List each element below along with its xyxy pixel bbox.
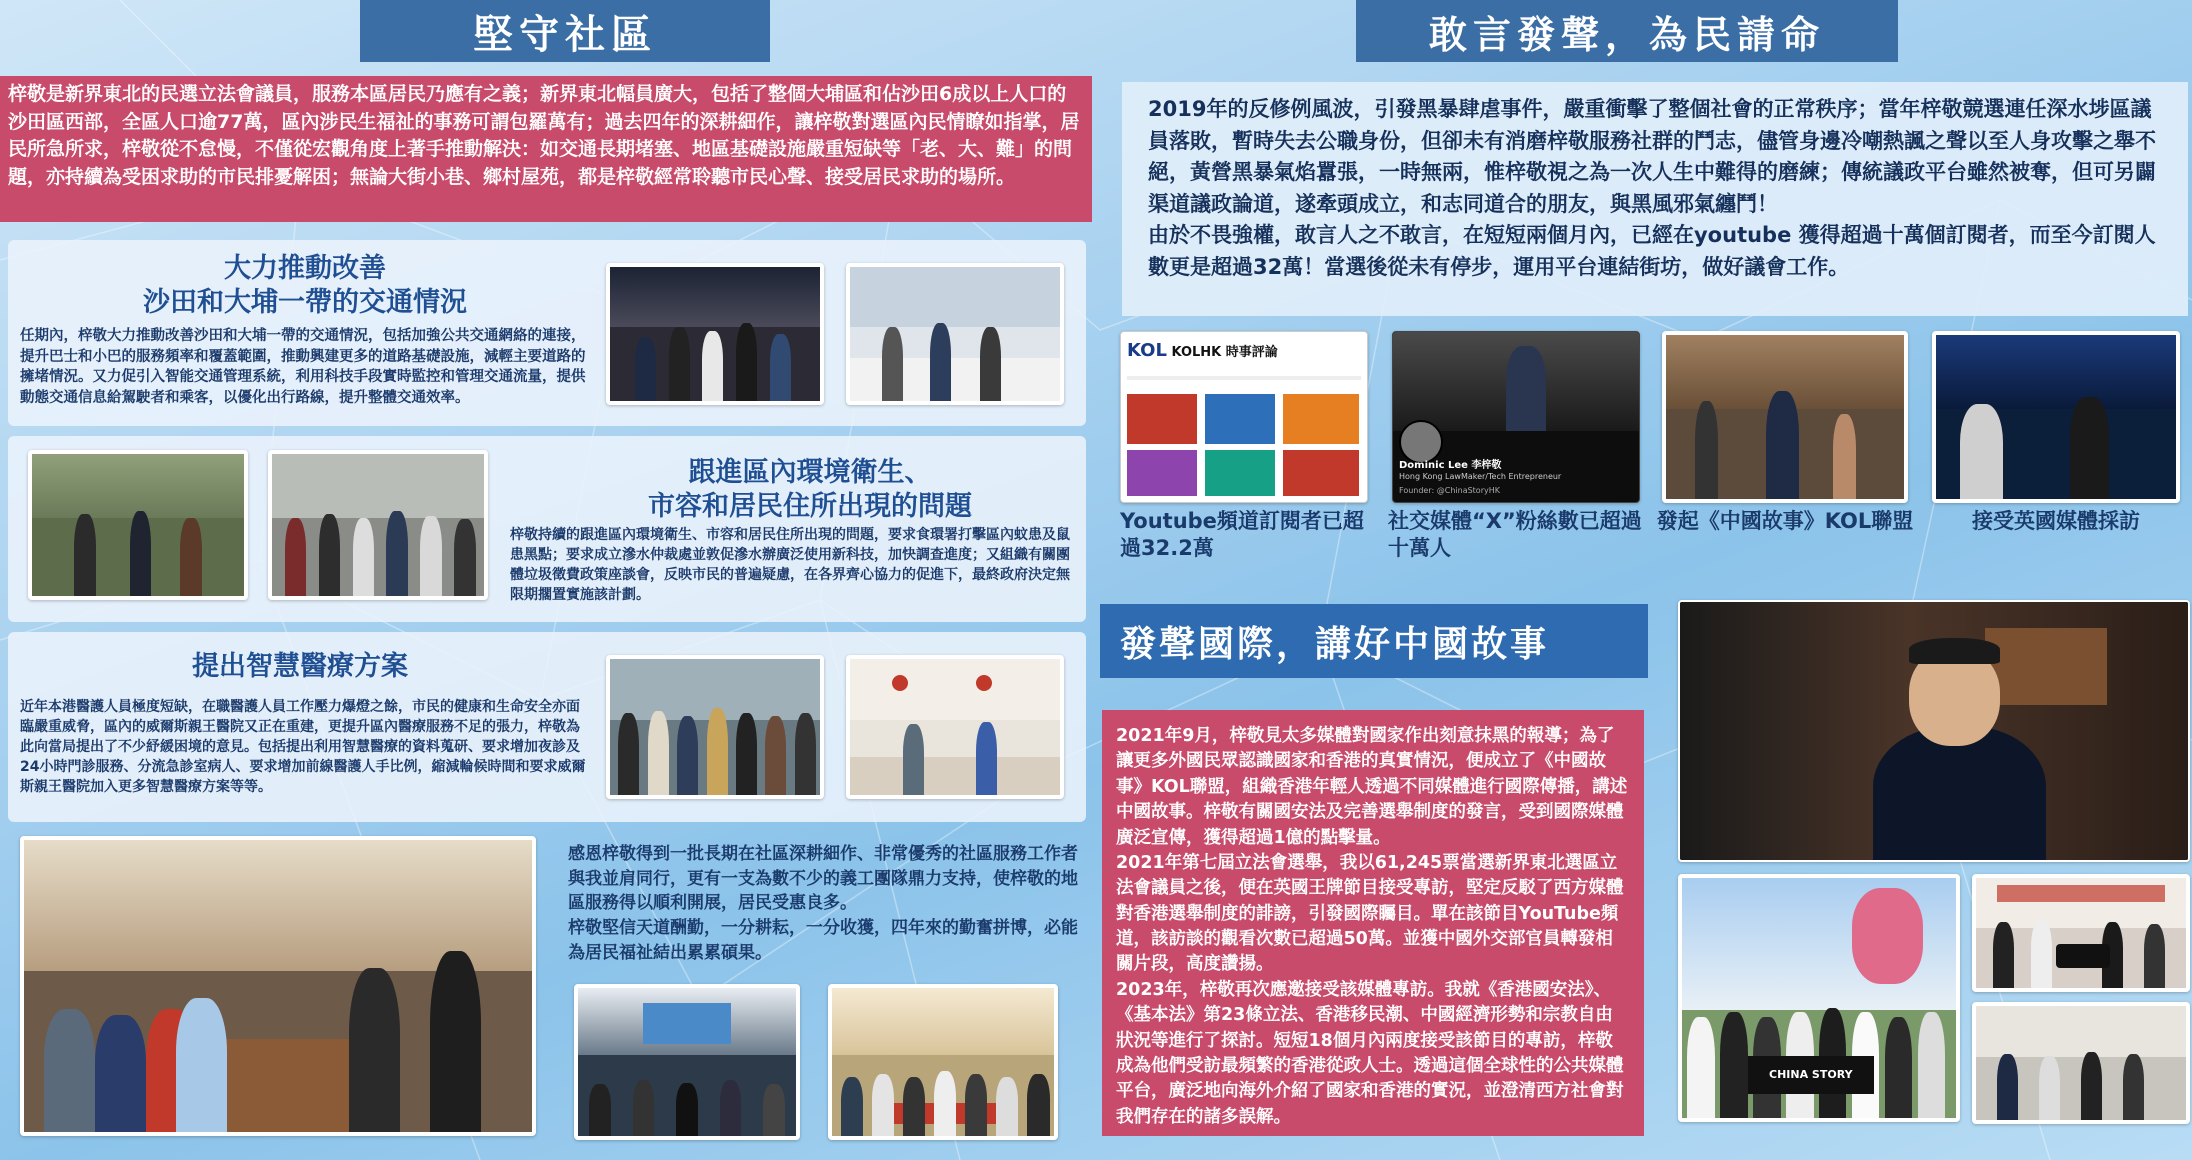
youtube-channel-screenshot bbox=[1120, 331, 1368, 503]
environment-photo-2 bbox=[268, 450, 488, 600]
x-profile-name: Dominic Lee 李梓敬 bbox=[1399, 460, 1502, 471]
medical-photo-forum bbox=[846, 655, 1064, 799]
x-profile-founder: Founder: @ChinaStoryHK bbox=[1399, 486, 1500, 495]
traffic-heading bbox=[100, 252, 510, 320]
traffic-photo-site-visit bbox=[606, 263, 824, 405]
section-banner-community: 堅守社區 bbox=[360, 0, 770, 62]
x-profile-bio: Hong Kong LawMaker/Tech Entrepreneur bbox=[1399, 472, 1562, 481]
uk-media-interview-photo bbox=[1932, 331, 2180, 503]
caption-uk-media: 接受英國媒體採訪 bbox=[1972, 509, 2140, 533]
kol-alliance-photo bbox=[1662, 331, 1908, 503]
environment-heading-line1: 跟進區內環境衛生、 bbox=[688, 457, 932, 488]
traffic-body: 任期內，梓敬大力推動改善沙田和大埔一帶的交通情況，包括加強公共交通網絡的連接，提升巴士和小巴的服務頻率和覆蓋範圍，推動興建更多的道路基礎設施，減輕主要道路的擁堵情況。又力促引入智能交通管理系統，利用科技手段實時監控和管理交通流量，提供動態交通信息給駕駛者和乘客，以優化出行路線，提升整體交通效率。 bbox=[20, 328, 586, 406]
environment-heading-line2: 市容和居民住所出現的問題 bbox=[648, 490, 972, 522]
china-story-event-sign bbox=[2056, 944, 2111, 968]
environment-photo-1 bbox=[28, 450, 248, 600]
environment-body: 梓敬持續的跟進區內環境衛生、市容和居民住所出現的問題，要求食環署打擊區內蚊患及鼠患黑點；要求成立滲水仲裁處並敦促滲水辦廣泛使用新科技，加快調查進度；又組織有關團體垃圾徵費政策座談會，反映市民的普遍疑慮，在各界齊心協力的促進下，最終政府決定無限期擱置實施該計劃。 bbox=[510, 527, 1070, 603]
medical-photo-group bbox=[606, 655, 824, 799]
seminar-photo bbox=[574, 984, 800, 1140]
thanks-text: 感恩梓敬得到一批長期在社區深耕細作、非常優秀的社區服務工作者與我並肩同行，更有一支為數不少的義工團隊鼎力支持，使梓敬的地區服務得以順利開展，居民受惠良多。 梓敬堅信天道酬勤，一分耕耘，一分收獲，四年來的勤奮拼博，必能為居民福祉結出累累碩果。 bbox=[568, 844, 1078, 963]
international-body-text: 2021年9月，梓敬見太多媒體對國家作出刻意抹黑的報導；為了讓更多外國民眾認識國家和香港的真實情況，便成立了《中國故事》KOL聯盟，組織香港年輕人透過不同媒體進行國際傳播，講述中國故事。梓敬有關國安法及完善選舉制度的發言，受到國際媒體廣泛宣傳，獲得超過1億的點擊量。 2021年第七屆立法會選舉，我以61,245票當選新界東北選區立法會議員之後，便在英國王牌節目接受專訪，堅定反駁了西方媒體對香港選舉制度的誹謗，引發國際矚目。單在該節目YouTube頻道，該訪談的觀看次數已超過50萬。並獲中國外交部官員轉發相關片段，高度讚揚。 2023年，梓敬再次應邀接受該媒體專訪。我就《香港國安法》、《基本法》第23條立法、香港移民潮、中國經濟形勢和宗教自由狀況等進行了探討。短短18個月內兩度接受該節目的專訪，梓敬成為他們受訪最頻繁的香港從政人士。透過這個全球性的公共媒體平台，廣泛地向海外介紹了國家和香港的實況，並澄清西方社會對我們存在的諸多誤解。 bbox=[1102, 710, 1644, 1136]
medical-heading: 提出智慧醫療方案 bbox=[192, 651, 408, 682]
china-story-event-photo bbox=[1972, 874, 2190, 992]
kol-channel-name: KOLHK 時事評論 bbox=[1171, 345, 1278, 360]
china-story-indoor-photo bbox=[1972, 1002, 2190, 1124]
community-gathering-photo bbox=[20, 836, 536, 1136]
video-interview-photo bbox=[1678, 600, 2190, 862]
kol-logo: KOL bbox=[1127, 340, 1167, 361]
section-banner-international: 發聲國際，講好中國故事 bbox=[1100, 604, 1648, 678]
china-story-group-outdoor-photo bbox=[1678, 874, 1960, 1122]
speak-out-intro-text: 2019年的反修例風波，引發黑暴肆虐事件，嚴重衝擊了整個社會的正常秩序；當年梓敬競選連任深水埗區議員落敗，暫時失去公職身份，但卻未有消磨梓敬服務社群的鬥志，儘管身邊冷嘲熱諷之聲以至人身攻擊之舉不絕，黃營黑暴氣焰囂張，一時無兩，惟梓敬視之為一次人生中難得的磨練；傳統議政平台雖然被奪，但可另闢渠道議政論道，遂牽頭成立，和志同道合的朋友，與黑風邪氣纏鬥！ 由於不畏強權，敢言人之不敢言，在短短兩個月內，已經在youtube 獲得超過十萬個訂閱者，而至今訂閱人數更是超過32萬！當選後從未有停步，運用平台連結街坊，做好議會工作。 bbox=[1122, 82, 2188, 316]
caption-x-followers: 社交媒體“X”粉絲數已超過十萬人 bbox=[1388, 509, 1642, 560]
environment-heading bbox=[600, 456, 1020, 524]
traffic-heading-line1: 大力推動改善 bbox=[224, 253, 386, 284]
caption-youtube: Youtube頻道訂閱者已超過32.2萬 bbox=[1120, 509, 1364, 560]
medical-body: 近年本港醫護人員極度短缺，在職醫護人員工作壓力爆燈之餘，市民的健康和生命安全亦面臨嚴重威脅，區內的威爾斯親王醫院又正在重建，更提升區內醫療服務不足的張力，梓敬為此向當局提出了不少紓緩困境的意見。包括提出利用智慧醫療的資料蒐研、要求增加夜診及24小時門診服務、分流急診室病人、要求增加前線醫護人手比例，縮減輪候時間和要求威爾斯親王醫院加入更多智慧醫療方案等等。 bbox=[20, 699, 586, 795]
section-banner-speak-out: 敢言發聲，為民請命 bbox=[1356, 0, 1898, 62]
community-intro-text: 梓敬是新界東北的民選立法會議員，服務本區居民乃應有之義；新界東北幅員廣大，包括了整個大埔區和佔沙田6成以上人口的沙田區西部，全區人口逾77萬，區內涉民生福祉的事務可謂包羅萬有；過去四年的深耕細作，讓梓敬對選區內民情瞭如指掌，居民所急所求，梓敬從不怠慢，不僅從宏觀角度上著手推動解決：如交通長期堵塞、地區基礎設施嚴重短缺等「老、大、難」的問題，亦持續為受困求助的市民排憂解困；無論大街小巷、鄉村屋苑，都是梓敬經常聆聽市民心聲、接受居民求助的場所。 bbox=[0, 76, 1092, 222]
volunteer-group-photo bbox=[828, 984, 1058, 1140]
traffic-heading-line2: 沙田和大埔一帶的交通情況 bbox=[143, 286, 467, 318]
x-profile-screenshot bbox=[1392, 331, 1640, 503]
caption-kol-alliance: 發起《中國故事》KOL聯盟 bbox=[1656, 509, 1914, 533]
traffic-photo-meeting bbox=[846, 263, 1064, 405]
china-story-banner-sign: CHINA STORY bbox=[1748, 1056, 1874, 1094]
